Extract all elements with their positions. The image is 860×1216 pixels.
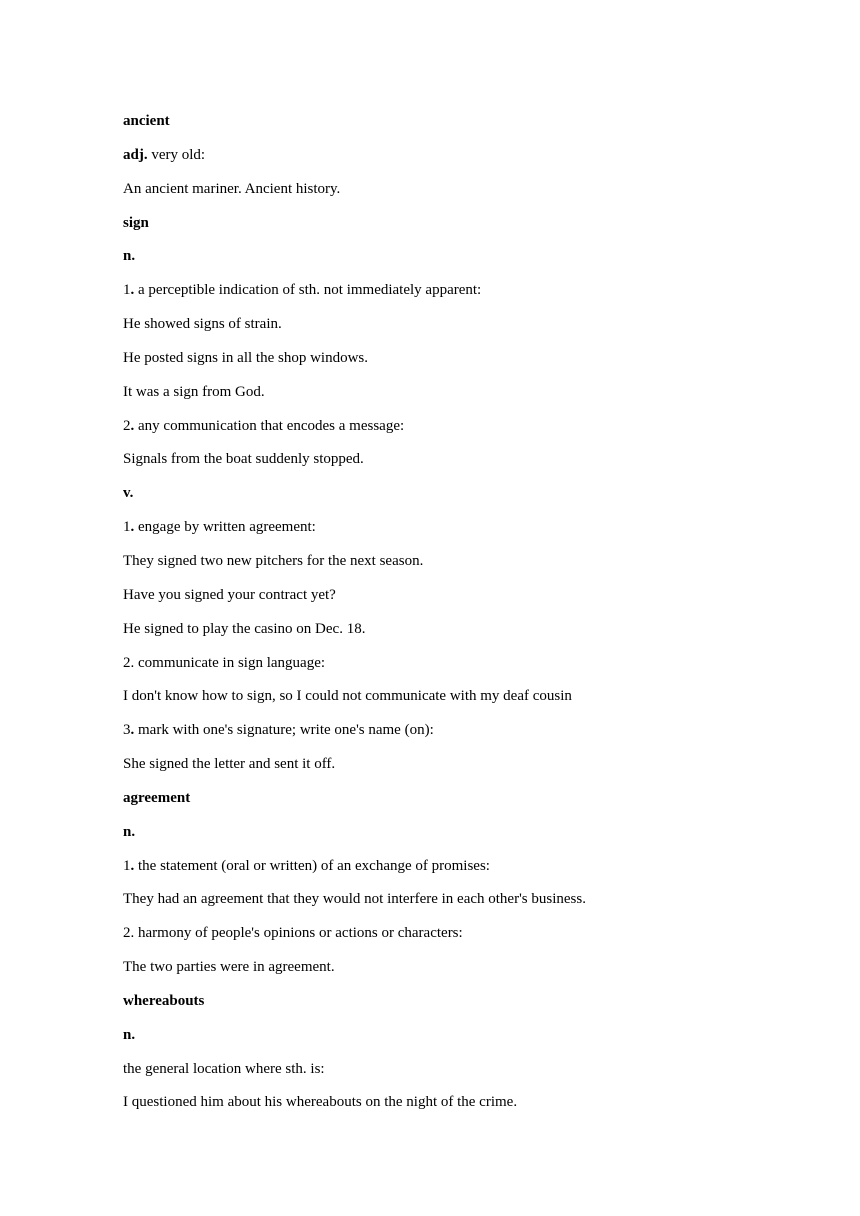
headword-agreement: agreement [123, 789, 191, 806]
sense-number-dot: . [130, 282, 135, 299]
sense-definition: 2. communicate in sign language: [123, 654, 326, 671]
example-sentence: It was a sign from God. [123, 383, 265, 400]
definition-text: mark with one's signature; write one's name (on): [134, 722, 434, 739]
part-of-speech: n. [123, 823, 136, 840]
sense-number-dot: . [130, 722, 135, 739]
definition-text: very old: [147, 146, 206, 163]
part-of-speech: adj. [123, 146, 148, 163]
part-of-speech: v. [123, 485, 134, 502]
sense-definition [123, 722, 763, 756]
sense-number: 3 [123, 722, 131, 739]
example-sentence: He signed to play the casino on Dec. 18. [123, 620, 366, 637]
example-sentence: He posted signs in all the shop windows. [123, 349, 368, 366]
example-sentence: They signed two new pitchers for the next season. [123, 552, 424, 569]
example-sentence: He showed signs of strain. [123, 316, 282, 333]
part-of-speech: n. [123, 1026, 136, 1043]
definition-text: the statement (oral or written) of an exchange of promises: [134, 857, 490, 874]
sense-number-dot: . [130, 857, 135, 874]
sense-number: 1 [123, 857, 131, 874]
example-sentence: I questioned him about his whereabouts on the night of the crime. [123, 1094, 518, 1111]
example-sentence: They had an agreement that they would not interfere in each other's business. [123, 891, 586, 908]
sense-number: 2 [123, 417, 131, 434]
example-sentence: Have you signed your contract yet? [123, 586, 336, 603]
sense-number-dot: . [130, 519, 135, 536]
example-sentence: The two parties were in agreement. [123, 959, 335, 976]
sense-definition: the general location where sth. is: [123, 1060, 325, 1077]
sense-number: 1 [123, 519, 131, 536]
sense-definition [123, 418, 763, 452]
definition-text: a perceptible indication of sth. not immediately apparent: [134, 282, 482, 299]
sense-number-dot: . [130, 417, 135, 434]
example-sentence: I don't know how to sign, so I could not communicate with my deaf cousin [123, 688, 572, 705]
part-of-speech: n. [123, 248, 136, 265]
sense-number: 1 [123, 282, 131, 299]
example-sentence: She signed the letter and sent it off. [123, 756, 336, 773]
sense-definition [123, 147, 763, 181]
sense-definition: 2. harmony of people's opinions or actions or characters: [123, 925, 463, 942]
sense-definition [123, 282, 763, 316]
headword-whereabouts: whereabouts [123, 992, 205, 1009]
headword-sign: sign [123, 214, 149, 231]
headword-ancient: ancient [123, 113, 170, 129]
example-sentence: Signals from the boat suddenly stopped. [123, 451, 364, 468]
sense-definition [123, 519, 763, 553]
dictionary-entries [123, 113, 763, 1128]
example-sentence: An ancient mariner. Ancient history. [123, 180, 341, 197]
definition-text: any communication that encodes a message: [134, 417, 405, 434]
sense-definition [123, 858, 763, 892]
definition-text: engage by written agreement: [134, 519, 316, 536]
